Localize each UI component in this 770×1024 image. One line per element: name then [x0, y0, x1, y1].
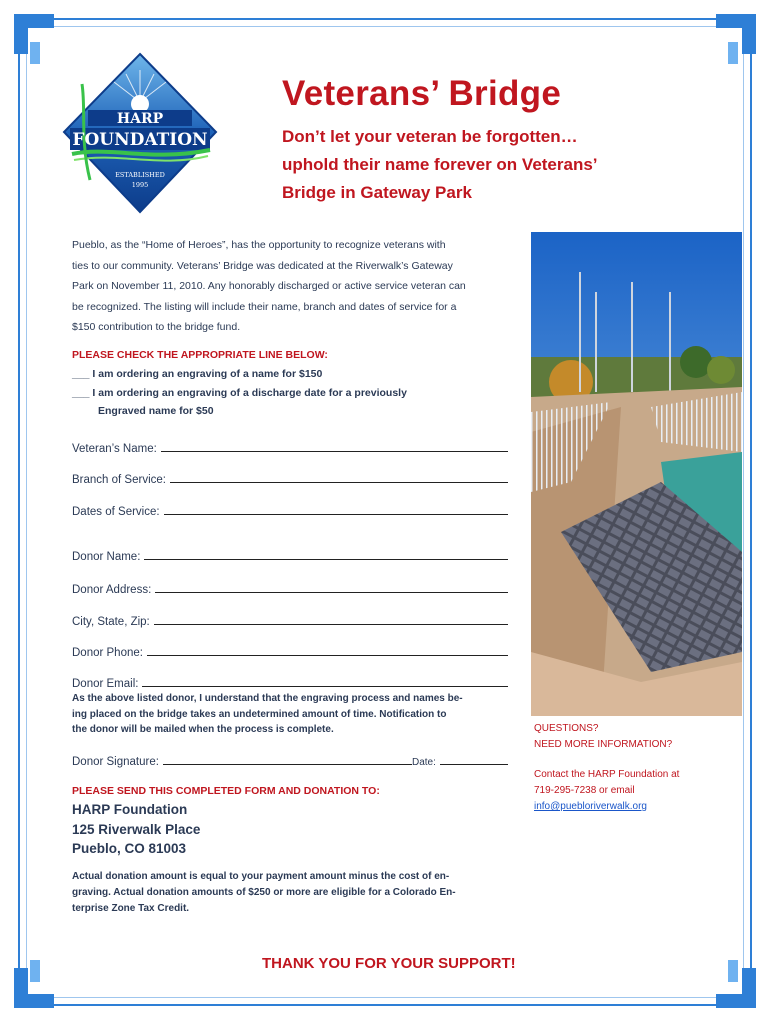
corner-block-bottom-right-3	[728, 960, 738, 982]
intro-line-5: $150 contribution to the bridge fund.	[72, 321, 241, 333]
corner-block-top-right-2	[716, 14, 756, 28]
intro-line-1: Pueblo, as the “Home of Heroes”, has the opportunity to recognize veterans with	[72, 239, 446, 251]
donor-signature-label: Donor Signature:	[72, 756, 159, 768]
veteran-name-field[interactable]	[72, 439, 508, 455]
note-line-2: graving. Actual donation amounts of $250 or more are eligible for a Colorado En-	[72, 887, 456, 898]
logo-text-foundation: FOUNDATION	[72, 130, 208, 150]
questions-line-1: QUESTIONS?	[534, 723, 599, 734]
logo-text-year: 1995	[131, 181, 149, 189]
donor-signature-line[interactable]	[163, 763, 412, 765]
donor-address-field[interactable]	[72, 580, 508, 596]
donor-signature-field[interactable]	[72, 752, 412, 768]
date-line[interactable]	[440, 763, 508, 765]
contact-line-1: Contact the HARP Foundation at	[534, 769, 680, 780]
corner-block-top-right-3	[728, 42, 738, 64]
thank-you-message: THANK YOU FOR YOUR SUPPORT!	[262, 955, 516, 972]
donor-phone-label: Donor Phone:	[72, 647, 143, 659]
corner-block-top-left-2	[14, 14, 54, 28]
agreement-line-3: the donor will be mailed when the process is complete.	[72, 724, 334, 735]
donor-email-line[interactable]	[142, 685, 508, 687]
veteran-name-label: Veteran’s Name:	[72, 443, 157, 455]
option-name-engraving[interactable]: ___ I am ordering an engraving of a name for $150	[72, 368, 323, 380]
donor-name-label: Donor Name:	[72, 551, 141, 563]
date-field[interactable]	[412, 752, 508, 768]
org-name: HARP Foundation	[72, 802, 188, 817]
corner-block-bottom-left-2	[14, 994, 54, 1008]
city-state-zip-label: City, State, Zip:	[72, 616, 150, 628]
intro-line-4: be recognized. The listing will include their name, branch and dates of service for a	[72, 300, 457, 313]
logo-text-harp: HARP	[116, 111, 164, 127]
donor-agreement	[72, 691, 496, 738]
org-street: 125 Riverwalk Place	[72, 821, 201, 837]
donor-name-line[interactable]	[144, 558, 508, 560]
page-subtitle	[282, 123, 682, 207]
subtitle-line-3: Bridge in Gateway Park	[282, 183, 472, 202]
agreement-line-2: ing placed on the bridge takes an undetermined amount of time. Notification to	[72, 708, 447, 720]
questions-line-2: NEED MORE INFORMATION?	[534, 739, 673, 750]
harp-foundation-logo	[60, 50, 220, 215]
date-label: Date:	[412, 757, 436, 768]
option-discharge-date[interactable]: ___ I am ordering an engraving of a discharge date for a previously	[72, 387, 407, 399]
dates-of-service-field[interactable]	[72, 502, 508, 518]
dates-of-service-line[interactable]	[164, 513, 508, 515]
option-discharge-date-continued: Engraved name for $50	[98, 405, 214, 417]
bridge-photo-graphic	[531, 232, 742, 716]
questions-heading	[534, 721, 672, 753]
intro-line-3: Park on November 11, 2010. Any honorably discharged or active service veteran can	[72, 280, 466, 292]
intro-paragraph	[72, 235, 512, 338]
branch-of-service-field[interactable]	[72, 470, 508, 486]
page-title: Veterans’ Bridge	[282, 74, 562, 113]
org-city: Pueblo, CO 81003	[72, 841, 187, 856]
branch-of-service-label: Branch of Service:	[72, 474, 166, 486]
corner-block-top-left-3	[30, 42, 40, 64]
send-heading: PLEASE SEND THIS COMPLETED FORM AND DONATION TO:	[72, 785, 380, 797]
note-line-1: Actual donation amount is equal to your payment amount minus the cost of en-	[72, 871, 450, 882]
donor-phone-field[interactable]	[72, 643, 508, 659]
logo-text-established: ESTABLISHED	[115, 171, 165, 179]
subtitle-line-2: uphold their name forever on Veterans’	[282, 155, 598, 174]
note-line-3: terprise Zone Tax Credit.	[72, 903, 190, 914]
donor-email-field[interactable]	[72, 674, 508, 690]
donor-name-field[interactable]	[72, 547, 508, 563]
veteran-name-line[interactable]	[161, 450, 508, 452]
corner-block-bottom-left-3	[30, 960, 40, 982]
donor-email-label: Donor Email:	[72, 678, 139, 690]
dates-of-service-label: Dates of Service:	[72, 506, 160, 518]
bridge-photo	[531, 232, 742, 716]
donor-phone-line[interactable]	[147, 654, 508, 656]
tax-credit-note	[72, 869, 502, 917]
city-state-zip-line[interactable]	[154, 623, 508, 625]
intro-line-2: ties to our community. Veterans’ Bridge was dedicated at the Riverwalk’s Gateway	[72, 259, 453, 272]
options-heading: PLEASE CHECK THE APPROPRIATE LINE BELOW:	[72, 349, 328, 361]
corner-block-bottom-right-2	[716, 994, 756, 1008]
contact-email-link[interactable]: info@puebloriverwalk.org	[534, 801, 647, 812]
logo-graphic	[60, 50, 220, 215]
donor-address-label: Donor Address:	[72, 584, 152, 596]
city-state-zip-field[interactable]	[72, 612, 508, 628]
donor-address-line[interactable]	[155, 591, 508, 593]
contact-info	[534, 767, 679, 815]
branch-of-service-line[interactable]	[170, 481, 508, 483]
mailing-address	[72, 800, 200, 859]
contact-line-2: 719-295-7238 or email	[534, 785, 635, 796]
agreement-line-1: As the above listed donor, I understand that the engraving process and names be-	[72, 693, 463, 704]
subtitle-line-1: Don’t let your veteran be forgotten…	[282, 127, 578, 146]
